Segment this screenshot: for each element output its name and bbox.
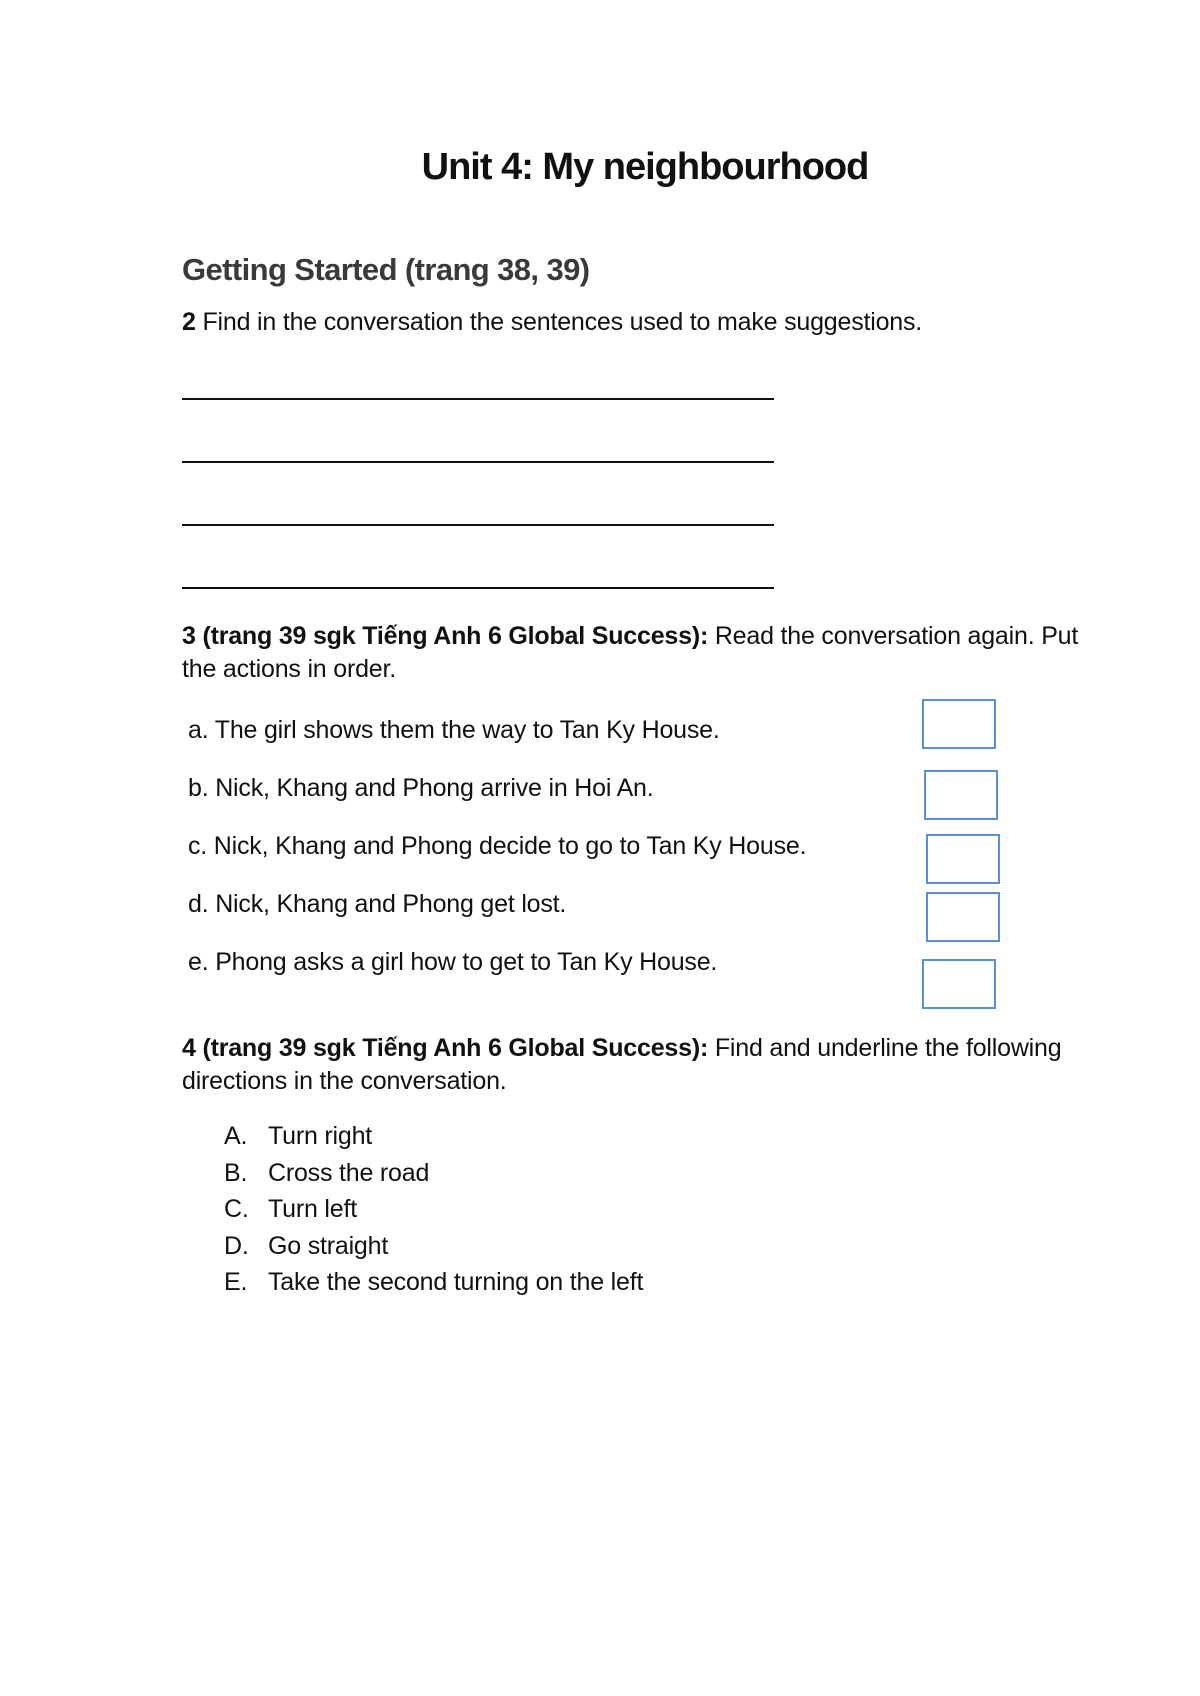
answer-line-3[interactable]: [182, 524, 774, 526]
order-answer-box-b[interactable]: [924, 770, 998, 820]
direction-text: Go straight: [268, 1231, 389, 1260]
exercise-3-text: Read the conversation again. Put the actions in order.: [182, 622, 1079, 683]
exercise-2-number: 2: [182, 308, 196, 336]
exercise-3-lead: 3 (trang 39 sgk Tiếng Anh 6 Global Success):: [182, 622, 709, 650]
page-title: Unit 4: My neighbourhood: [421, 146, 869, 188]
direction-text: Turn right: [268, 1122, 373, 1150]
order-answer-box-c[interactable]: [926, 834, 1000, 884]
order-action-item: e. Phong asks a girl how to get to Tan Ky House.: [188, 948, 718, 976]
order-answer-box-d[interactable]: [926, 892, 1000, 942]
exercise-4-lead: 4 (trang 39 sgk Tiếng Anh 6 Global Success):: [182, 1034, 709, 1062]
exercise-3-instruction: [182, 620, 1082, 686]
order-action-item: a. The girl shows them the way to Tan Ky House.: [188, 716, 720, 744]
answer-line-4[interactable]: [182, 587, 774, 589]
direction-text: Cross the road: [268, 1158, 430, 1187]
direction-item: [224, 1232, 643, 1269]
answer-line-2[interactable]: [182, 461, 774, 463]
direction-marker: A.: [224, 1122, 248, 1150]
direction-marker: B.: [224, 1158, 248, 1187]
answer-line-1[interactable]: [182, 398, 774, 400]
direction-item: [224, 1268, 643, 1305]
exercise-4-instruction: [182, 1032, 1082, 1098]
direction-text: Take the second turning on the left: [268, 1268, 644, 1296]
direction-item: [224, 1195, 643, 1232]
direction-marker: C.: [224, 1195, 249, 1223]
exercise-2-instruction: [182, 306, 1082, 339]
order-action-item: b. Nick, Khang and Phong arrive in Hoi An.: [188, 774, 654, 802]
exercise-4-text: Find and underline the following directions in the conversation.: [182, 1034, 1062, 1095]
order-answer-box-e[interactable]: [922, 959, 996, 1009]
direction-marker: E.: [224, 1268, 248, 1296]
order-action-item: c. Nick, Khang and Phong decide to go to Tan Ky House.: [188, 832, 807, 860]
direction-text: Turn left: [268, 1195, 357, 1223]
order-action-item: d. Nick, Khang and Phong get lost.: [188, 890, 567, 918]
exercise-2-text: Find in the conversation the sentences used to make suggestions.: [195, 308, 923, 336]
order-answer-box-a[interactable]: [922, 699, 996, 749]
direction-item: [224, 1122, 643, 1159]
direction-item: [224, 1159, 643, 1196]
directions-list: [224, 1122, 643, 1305]
section-heading-getting-started: Getting Started (trang 38, 39): [182, 252, 590, 287]
direction-marker: D.: [224, 1231, 249, 1260]
